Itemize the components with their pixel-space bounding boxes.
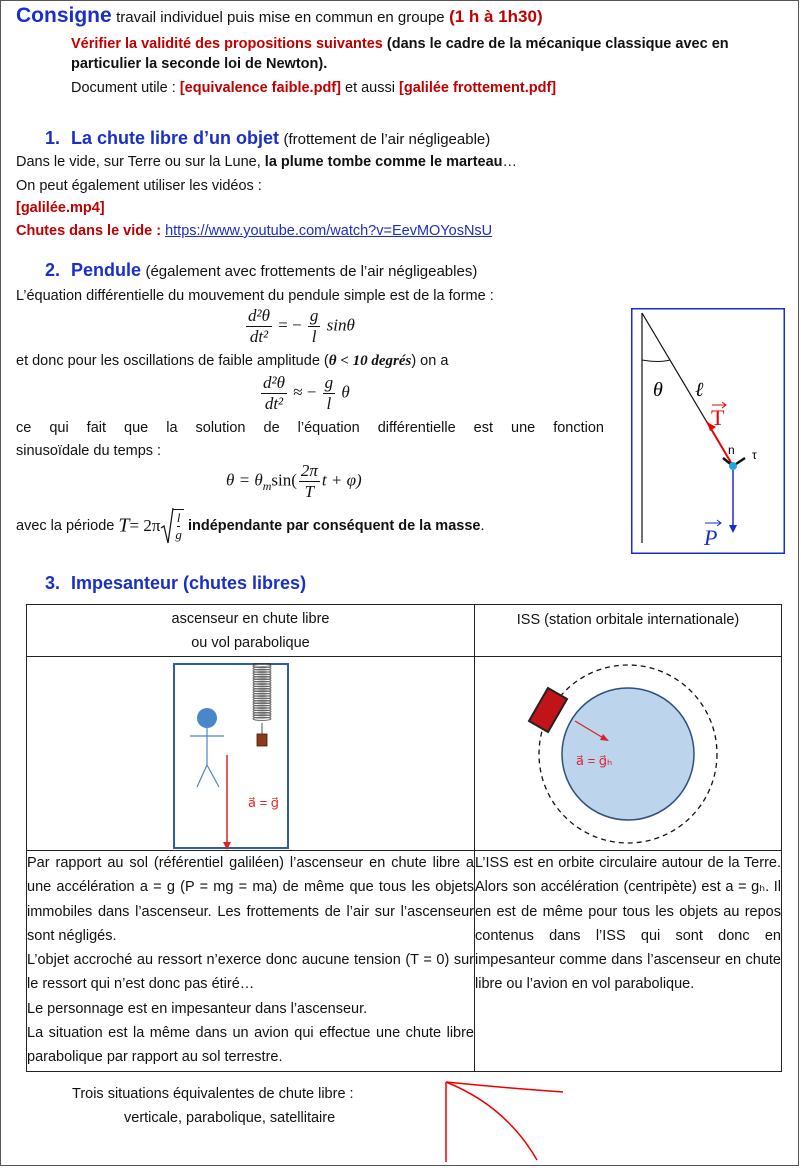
doc-link-galilee[interactable]: [galilée frottement.pdf] bbox=[399, 80, 557, 96]
footer-line-1: Trois situations équivalentes de chute libre : bbox=[72, 1086, 354, 1102]
header-iss-text: ISS (station orbitale internationale) bbox=[516, 612, 740, 628]
elevator-para-1: Par rapport au sol (référentiel galiléen) l’ascenseur en chute libre a une accélération a = g (P = mg = ma) de même que tous les objets immobiles dans l’ascenseur. Les frottements de l’air sur l’ascenseur sont négligés. bbox=[27, 855, 474, 944]
iss-station bbox=[529, 688, 567, 732]
useful-documents bbox=[71, 78, 556, 98]
sqrt-radicand bbox=[173, 509, 184, 543]
eq2-g: g bbox=[324, 373, 334, 392]
eq1-g: g bbox=[309, 306, 319, 325]
hanging-mass bbox=[257, 734, 267, 746]
equation-3 bbox=[226, 461, 362, 502]
section-1-paren: (frottement de l’air négligeable) bbox=[283, 131, 491, 148]
period-conclusion: indépendante par conséquent de la masse bbox=[187, 518, 481, 534]
section-1-line-1 bbox=[16, 152, 517, 172]
header-iss bbox=[475, 605, 782, 657]
section-1-number: 1. bbox=[45, 128, 61, 148]
iss-figure-cell bbox=[475, 657, 782, 851]
small-amplitude-math: θ < 10 degrés bbox=[328, 353, 412, 369]
elevator-figure-cell bbox=[27, 657, 475, 851]
section-3-number: 3. bbox=[45, 573, 61, 593]
elevator-accel-label: a⃗ = g⃗ bbox=[248, 795, 280, 810]
videos-intro: On peut également utiliser les vidéos : bbox=[16, 178, 262, 194]
eq3-den: T bbox=[304, 482, 315, 501]
eq1-rel: = − bbox=[278, 315, 302, 335]
eq1-l: l bbox=[311, 327, 317, 346]
pendulum-figure bbox=[631, 308, 785, 554]
eq1-num: d²θ bbox=[248, 306, 270, 325]
feather-hammer-text: la plume tombe comme le marteau bbox=[264, 154, 503, 170]
period-line bbox=[16, 506, 484, 546]
weight-label: P bbox=[704, 525, 718, 550]
consigne-subtitle: travail individuel puis mise en commun en groupe bbox=[116, 9, 445, 26]
eq3-tail: t + φ) bbox=[321, 470, 362, 490]
table-header-row bbox=[27, 605, 782, 657]
consigne-duration: (1 h à 1h30) bbox=[449, 7, 543, 26]
video-link-galilee[interactable]: [galilée.mp4] bbox=[16, 200, 105, 216]
iss-figure bbox=[475, 657, 781, 850]
header-elevator-line-1: ascenseur en chute libre bbox=[171, 610, 330, 627]
elevator-text-cell bbox=[27, 851, 475, 1072]
elevator-para-2: L’objet accroché au ressort n’exerce donc aucune tension (T = 0) sur le ressort qui n’est donc pas étiré… bbox=[27, 952, 474, 993]
doc-and: et aussi bbox=[345, 80, 395, 96]
table-text-row bbox=[27, 851, 782, 1072]
pendulum-bob bbox=[729, 462, 737, 470]
header-elevator bbox=[27, 605, 475, 657]
youtube-link[interactable]: https://www.youtube.com/watch?v=EevMOYosNsU bbox=[165, 223, 493, 239]
video-vacuum-line bbox=[16, 221, 492, 241]
consigne-instructions bbox=[71, 34, 781, 74]
section-1-heading bbox=[45, 128, 490, 149]
vacuum-text: Dans le vide, sur Terre ou sur la Lune, bbox=[16, 154, 261, 170]
section-2-title: Pendule bbox=[71, 260, 142, 280]
elevator-para-4: La situation est la même dans un avion qui effectue une chute libre parabolique par rapport au sol terrestre. bbox=[27, 1025, 474, 1066]
small-amplitude-b: ) on a bbox=[411, 353, 449, 369]
section-2-paren: (également avec frottements de l’air négligeables) bbox=[145, 263, 478, 280]
person-head bbox=[197, 708, 217, 728]
small-amplitude-a: et donc pour les oscillations de faible amplitude ( bbox=[16, 353, 329, 369]
section-3-title: Impesanteur (chutes libres) bbox=[71, 573, 307, 593]
n-label: n bbox=[728, 443, 735, 457]
verify-instruction: Vérifier la validité des propositions suivantes bbox=[71, 36, 383, 52]
period-label: avec la période bbox=[16, 518, 115, 534]
solution-line-1: ce qui fait que la solution de l’équation différentielle est une fonction bbox=[16, 420, 604, 436]
sqrt-sign bbox=[160, 506, 174, 546]
table-figure-row bbox=[27, 657, 782, 851]
doc-label: Document utile : bbox=[71, 80, 176, 96]
period-l: l bbox=[176, 510, 181, 525]
section-2-heading bbox=[45, 260, 477, 281]
iss-para: L’ISS est en orbite circulaire autour de la Terre. Alors son accélération (centripète) est a = gₕ. Il en est de même pour tous les objets au repos contenus dans l’ISS qui sont donc en impesanteur comme dans l’ascenseur en chute libre ou l’avion en vol parabolique. bbox=[475, 855, 781, 993]
consigne-heading bbox=[16, 4, 543, 28]
eq3-lhs: θ = θ bbox=[226, 470, 263, 490]
eq3-sub: m bbox=[262, 478, 272, 493]
eq1-tail: sinθ bbox=[326, 315, 355, 335]
tau-label: τ bbox=[752, 448, 757, 462]
eq3-num: 2π bbox=[300, 461, 318, 480]
equation-1 bbox=[244, 306, 355, 347]
theta-label: θ bbox=[653, 379, 663, 401]
eq2-rel: ≈ − bbox=[293, 382, 317, 402]
iss-accel-label: a⃗ = g⃗ₕ bbox=[576, 753, 613, 768]
verify-context: (dans le cadre de la mécanique classique avec en particulier la seconde loi de Newton). bbox=[71, 36, 729, 72]
video-vacuum-label: Chutes dans le vide : bbox=[16, 223, 162, 239]
period-eq: = 2π bbox=[129, 516, 161, 535]
small-amplitude-line bbox=[16, 351, 448, 371]
eq2-den: dt² bbox=[264, 394, 284, 413]
solution-line-2: sinusoïdale du temps : bbox=[16, 443, 162, 459]
eq2-tail: θ bbox=[341, 382, 350, 402]
consigne-title: Consigne bbox=[16, 4, 112, 27]
ell-label: ℓ bbox=[695, 379, 704, 401]
period-dot: . bbox=[480, 518, 485, 534]
section-3-heading bbox=[45, 573, 306, 594]
pendulum-intro: L’équation différentielle du mouvement du pendule simple est de la forme : bbox=[16, 288, 494, 304]
eq1-den: dt² bbox=[249, 327, 269, 346]
eq2-num: d²θ bbox=[263, 373, 285, 392]
eq2-l: l bbox=[326, 394, 332, 413]
tension-label: T bbox=[711, 405, 725, 430]
footer-line-2: verticale, parabolique, satellitaire bbox=[124, 1110, 336, 1126]
period-symbol: T bbox=[118, 514, 130, 537]
header-elevator-line-2: ou vol parabolique bbox=[191, 634, 310, 651]
period-g: g bbox=[175, 527, 182, 542]
iss-text-cell bbox=[475, 851, 782, 1072]
elevator-figure bbox=[27, 657, 474, 850]
ellipsis: … bbox=[502, 154, 518, 170]
eq3-sin: sin( bbox=[271, 470, 297, 490]
trajectories-figure bbox=[436, 1076, 571, 1164]
elevator-para-3: Le personnage est en impesanteur dans l’ascenseur. bbox=[27, 1000, 368, 1017]
section-1-title: La chute libre d’un objet bbox=[71, 128, 280, 148]
parabolic-trajectory bbox=[446, 1082, 537, 1160]
doc-link-equivalence[interactable]: [equivalence faible.pdf] bbox=[179, 80, 341, 96]
impesanteur-table bbox=[26, 604, 782, 1072]
equation-2 bbox=[259, 373, 350, 414]
section-2-number: 2. bbox=[45, 260, 61, 280]
